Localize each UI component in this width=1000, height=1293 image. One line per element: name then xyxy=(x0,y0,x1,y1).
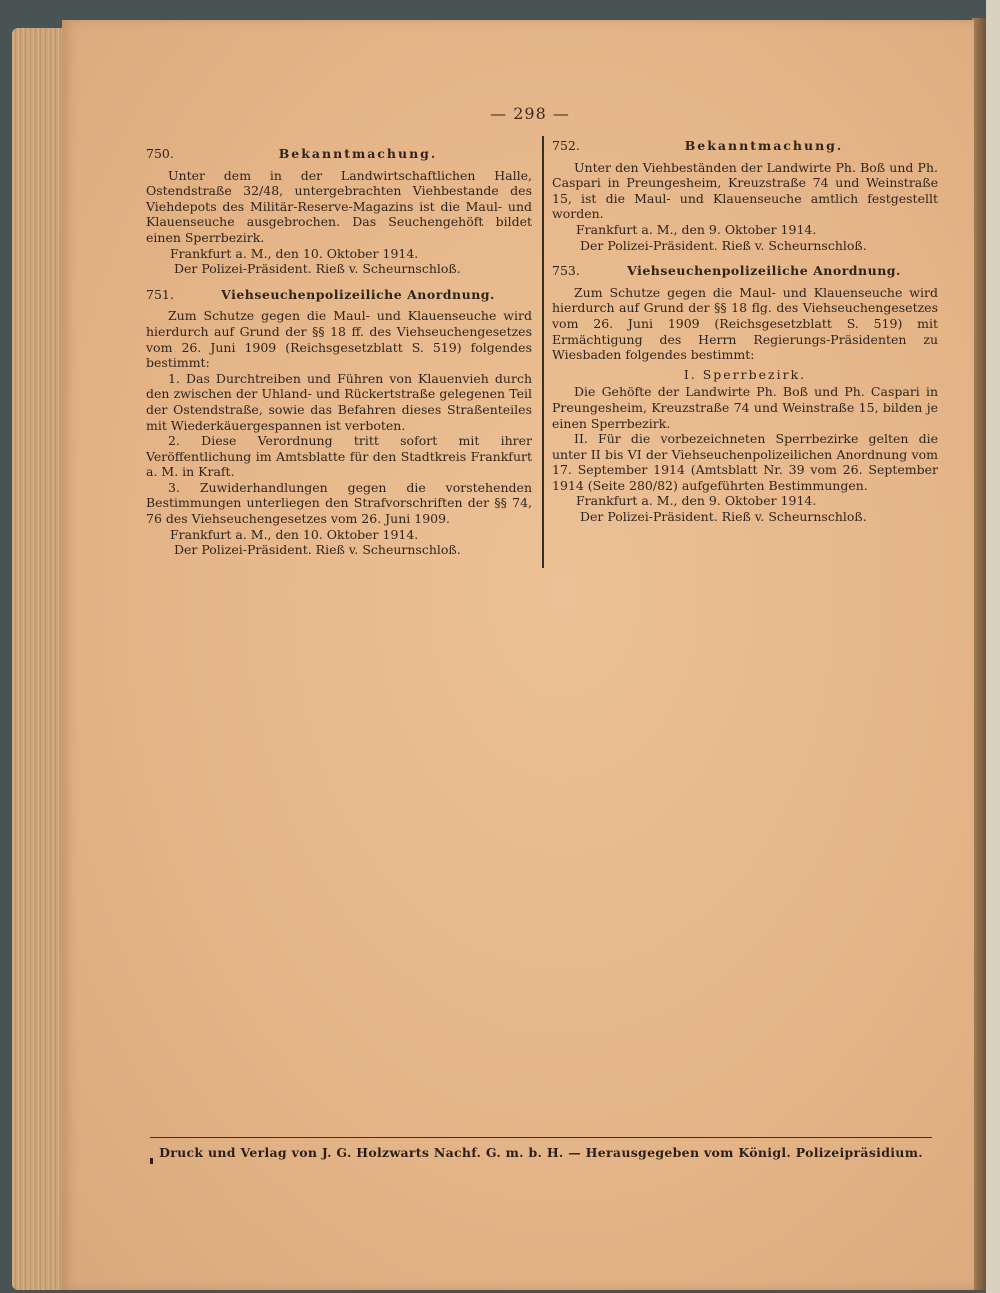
entry-item-3: 3. Zuwiderhandlungen gegen die vorstehenden Bestimmungen unterliegen den Strafvorschriften der §§ 74, 76 des Viehseuchengesetzes vom 26. Juni 1909. xyxy=(146,479,532,527)
right-column xyxy=(552,138,938,525)
entry-item-2: 2. Diese Verordnung tritt sofort mit ihrer Veröffentlichung im Amtsblatte für den Stadtkreis Frankfurt a. M. in Kraft. xyxy=(146,433,532,480)
column-divider xyxy=(542,136,544,568)
entry-752 xyxy=(552,138,938,253)
entry-title: Viehseuchenpolizeiliche Anordnung. xyxy=(627,263,901,279)
place-date: Frankfurt a. M., den 9. Oktober 1914. xyxy=(576,493,817,509)
signature: Der Polizei-Präsident. Rieß v. Scheurnschloß. xyxy=(580,509,867,525)
section-heading: I. Sperrbezirk. xyxy=(683,366,807,382)
signature: Der Polizei-Präsident. Rieß v. Scheurnschloß. xyxy=(174,261,461,277)
section-body: Die Gehöfte der Landwirte Ph. Boß und Ph. Caspari in Preungesheim, Kreuzstraße 74 und Weinstraße 15, bilden je einen Sperrbezirk. xyxy=(552,384,938,431)
place-date: Frankfurt a. M., den 10. Oktober 1914. xyxy=(170,245,419,261)
entry-header xyxy=(552,138,938,154)
entry-number: 751. xyxy=(146,286,174,302)
entry-751 xyxy=(146,287,532,558)
entry-body: Unter den Viehbeständen der Landwirte Ph. Boß und Ph. Caspari in Preungesheim, Kreuzstraße 74 und Weinstraße 15, ist die Maul- und Klauenseuche amtlich festgestellt worden. xyxy=(552,159,938,222)
place-date: Frankfurt a. M., den 9. Oktober 1914. xyxy=(576,221,817,237)
entry-body: Unter dem in der Landwirtschaftlichen Halle, Ostendstraße 32/48, untergebrachten Viehbestande des Viehdepots des Militär-Reserve-Magazins ist die Maul- und Klauenseuche ausgebrochen. Das Seuchengehöft bildet einen Sperrbezirk. xyxy=(146,167,532,245)
place-date: Frankfurt a. M., den 10. Oktober 1914. xyxy=(170,526,419,542)
section-2: II. Für die vorbezeichneten Sperrbezirke gelten die unter II bis VI der Viehseuchenpolizeilichen Anordnung vom 17. September 1914 (Amtsblatt Nr. 39 vom 26. September 1914 (Seite 280/82) aufgeführten Bestimmungen. xyxy=(552,431,938,493)
left-column xyxy=(146,146,532,558)
signature: Der Polizei-Präsident. Rieß v. Scheurnschloß. xyxy=(174,542,461,558)
entry-intro: Zum Schutze gegen die Maul- und Klauenseuche wird hierdurch auf Grund der §§ 18 flg. des Viehseuchengesetzes vom 26. Juni 1909 (Reichsgesetzblatt S. 519) mit Ermächtigung des Herrn Regierungs-Präsidenten zu Wiesbaden folgendes bestimmt: xyxy=(552,284,938,363)
entry-750 xyxy=(146,146,532,277)
entry-753 xyxy=(552,263,938,525)
book-binding-edge xyxy=(972,18,986,1290)
entry-title: Bekanntmachung. xyxy=(684,138,844,153)
imprint-footer: Druck und Verlag von J. G. Holzwarts Nachf. G. m. b. H. — Herausgegeben vom Königl. Polizeipräsidium. xyxy=(159,1145,923,1160)
entry-title: Viehseuchenpolizeiliche Anordnung. xyxy=(221,286,495,302)
entry-title: Bekanntmachung. xyxy=(278,146,438,161)
page-number: — 298 — xyxy=(490,104,570,123)
footer-rule xyxy=(150,1137,932,1138)
entry-intro: Zum Schutze gegen die Maul- und Klauenseuche wird hierdurch auf Grund der §§ 18 ff. des Viehseuchengesetzes vom 26. Juni 1909 (Reichsgesetzblatt S. 519) folgendes bestimmt: xyxy=(146,308,532,371)
entry-header xyxy=(146,146,532,162)
scanner-background xyxy=(986,0,1000,1293)
entry-item-1: 1. Das Durchtreiben und Führen von Klauenvieh durch den zwischen der Uhland- und Rückertstraße gelegenen Teil der Ostendstraße, sowie das Befahren dieses Straßenteiles mit Wiederkäuergespannen ist verboten. xyxy=(146,370,532,433)
entry-header xyxy=(552,263,938,279)
entry-number: 752. xyxy=(552,138,580,153)
entry-number: 753. xyxy=(552,263,580,279)
entry-number: 750. xyxy=(146,146,174,161)
signature: Der Polizei-Präsident. Rieß v. Scheurnschloß. xyxy=(580,237,867,253)
entry-header xyxy=(146,287,532,303)
